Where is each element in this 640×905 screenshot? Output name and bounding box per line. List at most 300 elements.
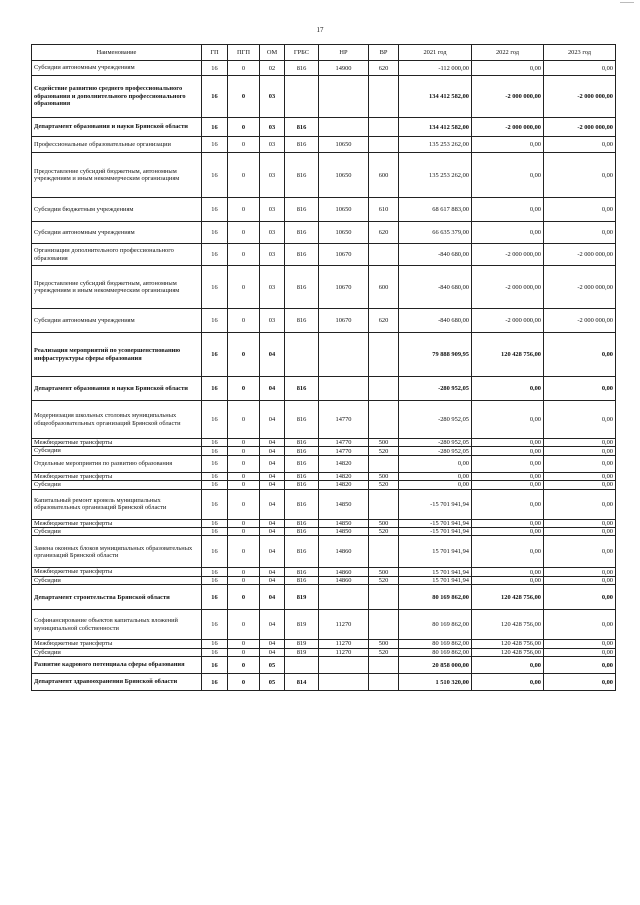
row-2023-cell: 0,00	[544, 222, 616, 244]
row-vr-cell: 500	[369, 472, 399, 480]
row-2021-cell: 0,00	[399, 481, 472, 489]
row-pgp-cell: 0	[228, 447, 260, 455]
row-pgp-cell: 0	[228, 333, 260, 377]
row-pgp-cell: 0	[228, 568, 260, 576]
row-pgp-cell: 0	[228, 585, 260, 610]
table-row	[32, 153, 616, 198]
row-vr-cell	[369, 585, 399, 610]
row-2023-cell: 0,00	[544, 61, 616, 76]
row-2022-cell: 0,00	[472, 528, 544, 536]
row-2021-cell: 80 169 862,00	[399, 648, 472, 656]
row-pgp-cell: 0	[228, 648, 260, 656]
row-pgp-cell: 0	[228, 377, 260, 401]
table-row	[32, 198, 616, 222]
row-grbs-cell: 816	[285, 489, 319, 519]
row-nr-cell: 14770	[319, 447, 369, 455]
row-vr-cell	[369, 657, 399, 674]
table-row	[32, 118, 616, 137]
row-2022-cell: 0,00	[472, 198, 544, 222]
row-vr-cell: 500	[369, 519, 399, 527]
table-row	[32, 309, 616, 333]
row-vr-cell: 620	[369, 61, 399, 76]
row-2022-cell: 0,00	[472, 439, 544, 447]
row-grbs-cell: 816	[285, 309, 319, 333]
row-2023-cell: 0,00	[544, 576, 616, 584]
row-om-cell: 04	[260, 481, 285, 489]
row-2022-cell: -2 000 000,00	[472, 266, 544, 309]
row-nr-cell: 11270	[319, 640, 369, 648]
row-2022-cell: 120 428 756,00	[472, 585, 544, 610]
table-row	[32, 585, 616, 610]
row-om-cell: 04	[260, 576, 285, 584]
row-2021-cell: 15 701 941,94	[399, 568, 472, 576]
row-name-cell: Развитие кадрового потенциала сферы образования	[32, 657, 202, 674]
row-2023-cell: 0,00	[544, 489, 616, 519]
row-2022-cell: 120 428 756,00	[472, 648, 544, 656]
row-pgp-cell: 0	[228, 266, 260, 309]
row-2022-cell: 0,00	[472, 455, 544, 472]
row-gp-cell: 16	[202, 568, 228, 576]
col-header-vr: ВР	[369, 45, 399, 61]
row-om-cell: 04	[260, 333, 285, 377]
row-grbs-cell: 819	[285, 648, 319, 656]
row-name-cell: Субсидии	[32, 447, 202, 455]
row-grbs-cell: 816	[285, 481, 319, 489]
row-pgp-cell: 0	[228, 222, 260, 244]
row-vr-cell	[369, 489, 399, 519]
row-vr-cell: 520	[369, 447, 399, 455]
row-gp-cell: 16	[202, 519, 228, 527]
row-name-cell: Реализация мероприятий по усовершенствованию инфраструктуры сферы образования	[32, 333, 202, 377]
row-grbs-cell	[285, 333, 319, 377]
row-pgp-cell: 0	[228, 610, 260, 640]
row-2023-cell: 0,00	[544, 519, 616, 527]
row-om-cell: 03	[260, 244, 285, 266]
col-header-om: ОМ	[260, 45, 285, 61]
row-grbs-cell: 816	[285, 153, 319, 198]
row-pgp-cell: 0	[228, 153, 260, 198]
row-om-cell: 04	[260, 528, 285, 536]
row-2021-cell: 134 412 582,00	[399, 76, 472, 118]
row-name-cell: Субсидии автономным учреждениям	[32, 61, 202, 76]
row-2022-cell: 0,00	[472, 472, 544, 480]
table-row	[32, 674, 616, 691]
row-pgp-cell: 0	[228, 401, 260, 439]
row-2022-cell: 0,00	[472, 576, 544, 584]
row-vr-cell	[369, 401, 399, 439]
row-nr-cell: 14850	[319, 528, 369, 536]
row-2023-cell: 0,00	[544, 401, 616, 439]
row-om-cell: 04	[260, 472, 285, 480]
row-gp-cell: 16	[202, 439, 228, 447]
row-vr-cell: 500	[369, 439, 399, 447]
row-pgp-cell: 0	[228, 472, 260, 480]
row-gp-cell: 16	[202, 648, 228, 656]
row-2023-cell: -2 000 000,00	[544, 266, 616, 309]
row-vr-cell: 600	[369, 153, 399, 198]
row-vr-cell: 520	[369, 528, 399, 536]
col-header-2021: 2021 год	[399, 45, 472, 61]
row-2023-cell: 0,00	[544, 610, 616, 640]
row-name-cell: Департамент здравоохранения Брянской области	[32, 674, 202, 691]
scan-artifact	[620, 2, 634, 3]
row-name-cell: Межбюджетные трансферты	[32, 472, 202, 480]
col-header-name: Наименование	[32, 45, 202, 61]
row-name-cell: Субсидии	[32, 481, 202, 489]
row-2023-cell: 0,00	[544, 455, 616, 472]
row-2021-cell: -280 952,05	[399, 447, 472, 455]
row-grbs-cell: 816	[285, 536, 319, 568]
row-2021-cell: 0,00	[399, 472, 472, 480]
row-2023-cell: -2 000 000,00	[544, 118, 616, 137]
row-name-cell: Департамент образования и науки Брянской области	[32, 118, 202, 137]
row-grbs-cell	[285, 76, 319, 118]
row-gp-cell: 16	[202, 137, 228, 153]
row-gp-cell: 16	[202, 657, 228, 674]
row-nr-cell: 14900	[319, 61, 369, 76]
row-name-cell: Замена оконных блоков муниципальных образовательных организаций Брянской области	[32, 536, 202, 568]
row-2022-cell: -2 000 000,00	[472, 76, 544, 118]
table-row	[32, 610, 616, 640]
row-gp-cell: 16	[202, 447, 228, 455]
row-nr-cell: 14820	[319, 455, 369, 472]
table-header-row	[32, 45, 616, 61]
row-2021-cell: -280 952,05	[399, 377, 472, 401]
row-2021-cell: -112 000,00	[399, 61, 472, 76]
row-2022-cell: 0,00	[472, 447, 544, 455]
row-nr-cell: 14860	[319, 536, 369, 568]
row-pgp-cell: 0	[228, 309, 260, 333]
row-gp-cell: 16	[202, 585, 228, 610]
row-vr-cell: 520	[369, 576, 399, 584]
row-vr-cell	[369, 118, 399, 137]
row-2023-cell: -2 000 000,00	[544, 244, 616, 266]
row-2021-cell: 68 617 883,00	[399, 198, 472, 222]
table-row	[32, 447, 616, 455]
row-2023-cell: 0,00	[544, 472, 616, 480]
table-row	[32, 439, 616, 447]
row-2023-cell: 0,00	[544, 447, 616, 455]
row-vr-cell: 500	[369, 568, 399, 576]
col-header-grbs: ГРБС	[285, 45, 319, 61]
table-row	[32, 519, 616, 527]
row-vr-cell: 500	[369, 640, 399, 648]
row-nr-cell: 10670	[319, 309, 369, 333]
row-om-cell: 04	[260, 377, 285, 401]
row-2023-cell: 0,00	[544, 153, 616, 198]
row-2022-cell: -2 000 000,00	[472, 244, 544, 266]
row-name-cell: Модернизация школьных столовых муниципальных общеобразовательных организаций Брянской области	[32, 401, 202, 439]
row-pgp-cell: 0	[228, 439, 260, 447]
table-row	[32, 568, 616, 576]
row-2021-cell: 0,00	[399, 455, 472, 472]
row-nr-cell	[319, 76, 369, 118]
table-row	[32, 244, 616, 266]
page-number: 17	[316, 26, 324, 34]
row-nr-cell: 10670	[319, 244, 369, 266]
row-2022-cell: 0,00	[472, 153, 544, 198]
row-grbs-cell	[285, 657, 319, 674]
row-om-cell: 03	[260, 137, 285, 153]
row-gp-cell: 16	[202, 674, 228, 691]
row-2021-cell: -15 701 941,94	[399, 528, 472, 536]
row-om-cell: 05	[260, 674, 285, 691]
row-gp-cell: 16	[202, 333, 228, 377]
row-gp-cell: 16	[202, 198, 228, 222]
col-header-nr: НР	[319, 45, 369, 61]
row-gp-cell: 16	[202, 244, 228, 266]
row-grbs-cell: 816	[285, 137, 319, 153]
row-pgp-cell: 0	[228, 137, 260, 153]
row-2023-cell: 0,00	[544, 198, 616, 222]
row-vr-cell	[369, 333, 399, 377]
row-grbs-cell: 816	[285, 401, 319, 439]
row-2021-cell: -15 701 941,94	[399, 519, 472, 527]
row-2023-cell: 0,00	[544, 657, 616, 674]
row-nr-cell	[319, 118, 369, 137]
row-grbs-cell: 819	[285, 610, 319, 640]
row-om-cell: 03	[260, 222, 285, 244]
row-pgp-cell: 0	[228, 674, 260, 691]
row-2023-cell: 0,00	[544, 640, 616, 648]
row-2021-cell: 15 701 941,94	[399, 536, 472, 568]
row-grbs-cell: 816	[285, 439, 319, 447]
row-gp-cell: 16	[202, 61, 228, 76]
row-gp-cell: 16	[202, 481, 228, 489]
row-pgp-cell: 0	[228, 61, 260, 76]
row-nr-cell: 14820	[319, 472, 369, 480]
col-header-gp: ГП	[202, 45, 228, 61]
row-2023-cell: 0,00	[544, 439, 616, 447]
row-nr-cell: 14860	[319, 576, 369, 584]
row-grbs-cell: 816	[285, 576, 319, 584]
table-row	[32, 61, 616, 76]
row-2022-cell: 0,00	[472, 519, 544, 527]
row-om-cell: 04	[260, 648, 285, 656]
row-gp-cell: 16	[202, 222, 228, 244]
row-2023-cell: 0,00	[544, 648, 616, 656]
row-om-cell: 04	[260, 401, 285, 439]
row-grbs-cell: 816	[285, 198, 319, 222]
row-nr-cell: 10650	[319, 153, 369, 198]
row-om-cell: 03	[260, 76, 285, 118]
row-name-cell: Субсидии	[32, 648, 202, 656]
row-om-cell: 04	[260, 568, 285, 576]
row-grbs-cell: 816	[285, 455, 319, 472]
row-nr-cell: 14860	[319, 568, 369, 576]
row-2021-cell: -280 952,05	[399, 439, 472, 447]
row-name-cell: Субсидии автономным учреждениям	[32, 309, 202, 333]
row-vr-cell	[369, 610, 399, 640]
row-om-cell: 04	[260, 439, 285, 447]
row-vr-cell: 600	[369, 266, 399, 309]
row-gp-cell: 16	[202, 76, 228, 118]
row-grbs-cell: 819	[285, 585, 319, 610]
table-row	[32, 76, 616, 118]
row-pgp-cell: 0	[228, 455, 260, 472]
row-2023-cell: 0,00	[544, 377, 616, 401]
row-2022-cell: 0,00	[472, 489, 544, 519]
row-2021-cell: 80 169 862,00	[399, 610, 472, 640]
row-nr-cell	[319, 585, 369, 610]
row-name-cell: Субсидии автономным учреждениям	[32, 222, 202, 244]
row-gp-cell: 16	[202, 309, 228, 333]
col-header-2023: 2023 год	[544, 45, 616, 61]
row-name-cell: Департамент строительства Брянской области	[32, 585, 202, 610]
row-vr-cell	[369, 674, 399, 691]
table-row	[32, 401, 616, 439]
row-om-cell: 03	[260, 153, 285, 198]
row-name-cell: Софинансирование объектов капитальных вложений муниципальной собственности	[32, 610, 202, 640]
row-grbs-cell: 814	[285, 674, 319, 691]
row-2021-cell: 15 701 941,94	[399, 576, 472, 584]
row-2021-cell: 80 169 862,00	[399, 585, 472, 610]
row-name-cell: Профессиональные образовательные организации	[32, 137, 202, 153]
row-name-cell: Организации дополнительного профессионального образования	[32, 244, 202, 266]
col-header-pgp: ПГП	[228, 45, 260, 61]
row-gp-cell: 16	[202, 266, 228, 309]
row-2022-cell: 120 428 756,00	[472, 640, 544, 648]
row-2022-cell: 0,00	[472, 568, 544, 576]
row-grbs-cell: 816	[285, 266, 319, 309]
row-pgp-cell: 0	[228, 519, 260, 527]
row-nr-cell	[319, 657, 369, 674]
row-2021-cell: 80 169 862,00	[399, 640, 472, 648]
row-name-cell: Межбюджетные трансферты	[32, 568, 202, 576]
table-row	[32, 266, 616, 309]
row-2022-cell: -2 000 000,00	[472, 309, 544, 333]
row-gp-cell: 16	[202, 455, 228, 472]
row-grbs-cell: 816	[285, 472, 319, 480]
table-row	[32, 657, 616, 674]
row-vr-cell	[369, 536, 399, 568]
row-2021-cell: -840 680,00	[399, 244, 472, 266]
row-name-cell: Предоставление субсидий бюджетным, автономным учреждениям и иным некоммерческим организациям	[32, 153, 202, 198]
row-om-cell: 04	[260, 640, 285, 648]
row-om-cell: 03	[260, 266, 285, 309]
row-2023-cell: 0,00	[544, 568, 616, 576]
table-row	[32, 648, 616, 656]
row-nr-cell: 11270	[319, 648, 369, 656]
row-2022-cell: 0,00	[472, 137, 544, 153]
row-om-cell: 05	[260, 657, 285, 674]
row-name-cell: Капитальный ремонт кровель муниципальных образовательных организаций Брянской области	[32, 489, 202, 519]
row-2021-cell: 1 510 320,00	[399, 674, 472, 691]
row-2022-cell: -2 000 000,00	[472, 118, 544, 137]
row-vr-cell: 610	[369, 198, 399, 222]
row-2023-cell: 0,00	[544, 137, 616, 153]
row-gp-cell: 16	[202, 528, 228, 536]
row-vr-cell: 520	[369, 648, 399, 656]
row-grbs-cell: 816	[285, 568, 319, 576]
row-grbs-cell: 816	[285, 61, 319, 76]
table-row	[32, 576, 616, 584]
row-2022-cell: 120 428 756,00	[472, 610, 544, 640]
row-name-cell: Департамент образования и науки Брянской области	[32, 377, 202, 401]
row-grbs-cell: 816	[285, 528, 319, 536]
row-pgp-cell: 0	[228, 489, 260, 519]
row-om-cell: 04	[260, 447, 285, 455]
row-nr-cell	[319, 377, 369, 401]
row-2023-cell: 0,00	[544, 528, 616, 536]
row-vr-cell: 520	[369, 481, 399, 489]
row-name-cell: Отдельные мероприятия по развитию образования	[32, 455, 202, 472]
table-row	[32, 481, 616, 489]
row-2021-cell: 135 253 262,00	[399, 137, 472, 153]
row-2023-cell: 0,00	[544, 585, 616, 610]
row-2021-cell: -840 680,00	[399, 309, 472, 333]
row-gp-cell: 16	[202, 610, 228, 640]
row-2023-cell: -2 000 000,00	[544, 76, 616, 118]
row-om-cell: 03	[260, 309, 285, 333]
row-name-cell: Субсидии	[32, 576, 202, 584]
row-pgp-cell: 0	[228, 481, 260, 489]
row-name-cell: Предоставление субсидий бюджетным, автономным учреждениям и иным некоммерческим организациям	[32, 266, 202, 309]
row-2021-cell: -15 701 941,94	[399, 489, 472, 519]
row-grbs-cell: 816	[285, 519, 319, 527]
row-2022-cell: 0,00	[472, 401, 544, 439]
row-pgp-cell: 0	[228, 657, 260, 674]
row-2023-cell: 0,00	[544, 674, 616, 691]
col-header-2022: 2022 год	[472, 45, 544, 61]
row-nr-cell: 14850	[319, 519, 369, 527]
budget-table	[31, 44, 616, 691]
table-row	[32, 455, 616, 472]
row-2022-cell: 0,00	[472, 61, 544, 76]
row-om-cell: 02	[260, 61, 285, 76]
row-om-cell: 03	[260, 118, 285, 137]
row-name-cell: Субсидии	[32, 528, 202, 536]
row-2022-cell: 0,00	[472, 222, 544, 244]
row-2022-cell: 0,00	[472, 481, 544, 489]
row-vr-cell	[369, 76, 399, 118]
row-2023-cell: 0,00	[544, 481, 616, 489]
row-pgp-cell: 0	[228, 118, 260, 137]
row-gp-cell: 16	[202, 401, 228, 439]
row-vr-cell	[369, 137, 399, 153]
row-vr-cell: 620	[369, 309, 399, 333]
row-grbs-cell: 816	[285, 377, 319, 401]
row-nr-cell: 10650	[319, 198, 369, 222]
row-2023-cell: 0,00	[544, 536, 616, 568]
row-pgp-cell: 0	[228, 576, 260, 584]
row-om-cell: 03	[260, 198, 285, 222]
row-2021-cell: -840 680,00	[399, 266, 472, 309]
row-name-cell: Межбюджетные трансферты	[32, 640, 202, 648]
row-gp-cell: 16	[202, 489, 228, 519]
row-pgp-cell: 0	[228, 76, 260, 118]
row-2023-cell: -2 000 000,00	[544, 309, 616, 333]
row-2021-cell: 66 635 379,00	[399, 222, 472, 244]
row-2021-cell: 79 888 909,95	[399, 333, 472, 377]
row-vr-cell: 620	[369, 222, 399, 244]
table-row	[32, 377, 616, 401]
row-vr-cell	[369, 244, 399, 266]
row-nr-cell	[319, 333, 369, 377]
row-gp-cell: 16	[202, 640, 228, 648]
row-om-cell: 04	[260, 610, 285, 640]
table-row	[32, 489, 616, 519]
row-om-cell: 04	[260, 455, 285, 472]
row-gp-cell: 16	[202, 536, 228, 568]
row-vr-cell	[369, 455, 399, 472]
row-om-cell: 04	[260, 519, 285, 527]
row-grbs-cell: 819	[285, 640, 319, 648]
row-gp-cell: 16	[202, 377, 228, 401]
row-om-cell: 04	[260, 536, 285, 568]
table-row	[32, 528, 616, 536]
table-row	[32, 640, 616, 648]
